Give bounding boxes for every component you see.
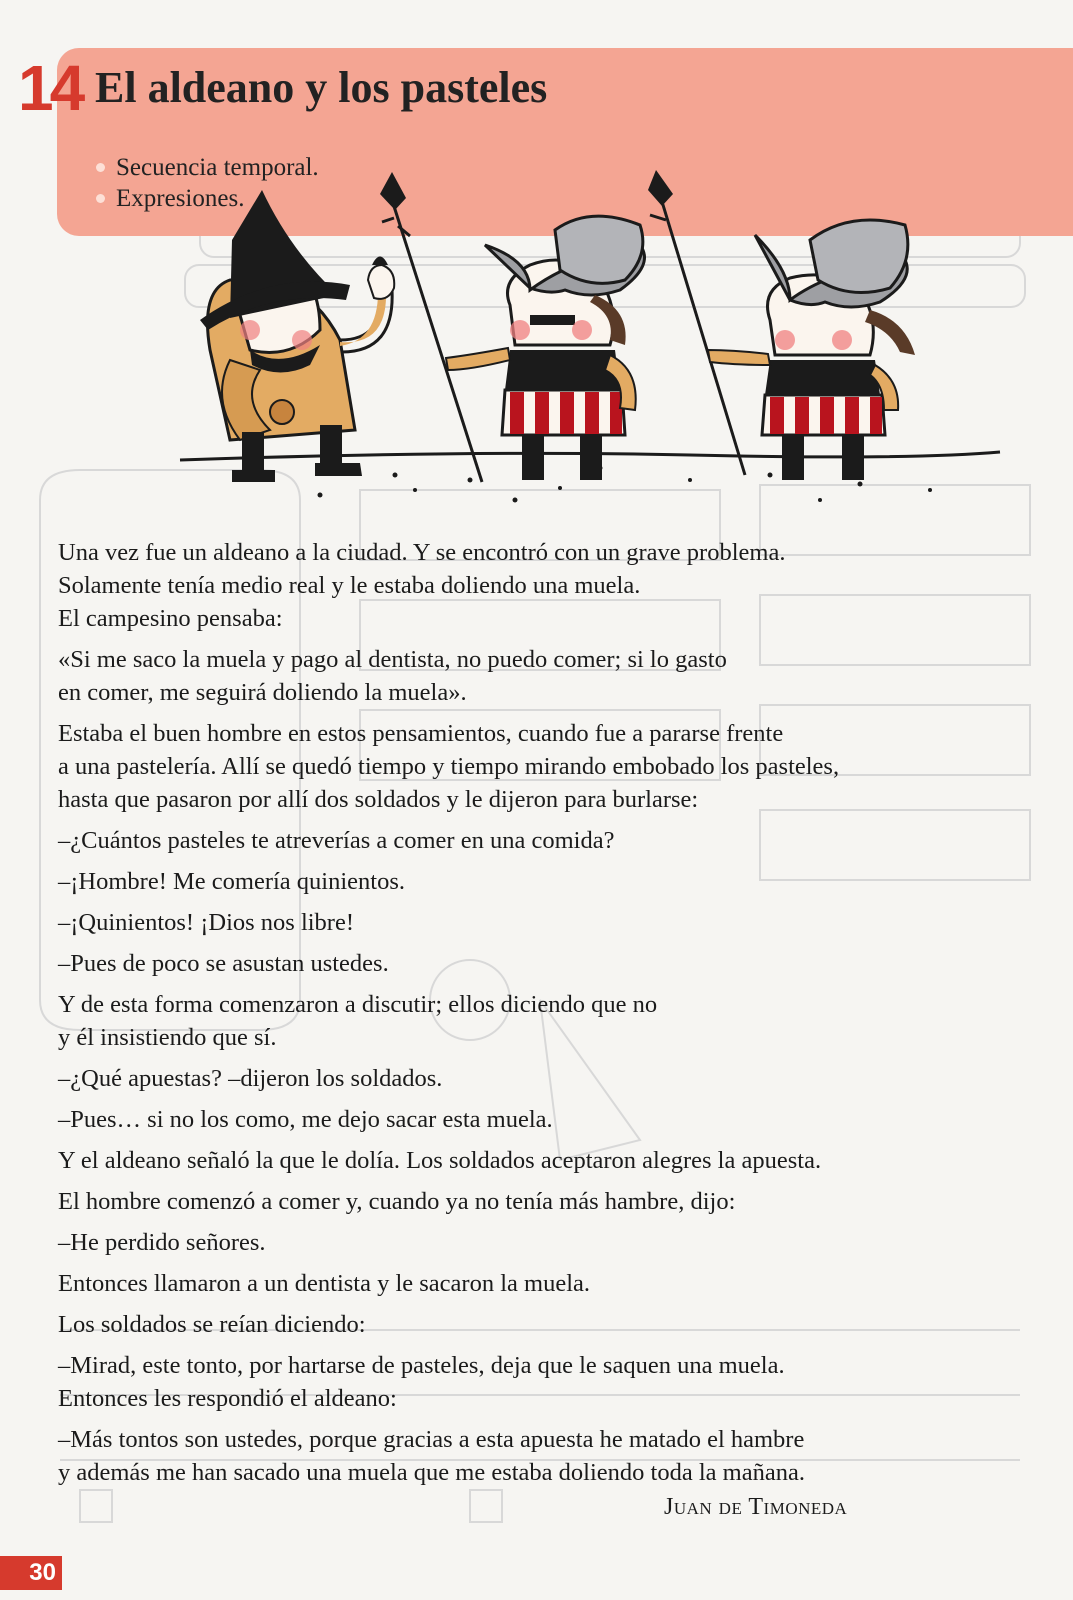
story-paragraph: –¿Cuántos pasteles te atreverías a comer en una comida?: [58, 827, 615, 854]
story-paragraph: «Si me saco la muela y pago al dentista, no puedo comer; si lo gasto en comer, me seguirá doliendo la muela».: [58, 646, 727, 706]
story-paragraph: El hombre comenzó a comer y, cuando ya no tenía más hambre, dijo:: [58, 1188, 736, 1215]
bullet-icon: [96, 194, 105, 203]
villager-figure: [200, 190, 394, 482]
story-paragraph: –Más tontos son ustedes, porque gracias a esta apuesta he matado el hambre y además me han sacado una muela que me estaba doliendo toda la mañana.: [58, 1426, 805, 1486]
spear-1: [380, 172, 482, 482]
lesson-title: El aldeano y los pasteles: [95, 63, 548, 112]
story-paragraph: –¿Qué apuestas? –dijeron los soldados.: [58, 1065, 443, 1092]
story-text: [58, 536, 1018, 1497]
story-paragraph: Y de esta forma comenzaron a discutir; ellos diciendo que no y él insistiendo que sí.: [58, 991, 658, 1051]
soldier-1-figure: [446, 216, 645, 480]
lesson-number: 14: [18, 52, 82, 124]
bullet-icon: [96, 163, 105, 172]
story-paragraph: –¡Quinientos! ¡Dios nos libre!: [58, 909, 354, 936]
page-number: 30: [0, 1556, 62, 1590]
story-paragraph: Entonces llamaron a un dentista y le sacaron la muela.: [58, 1270, 591, 1297]
story-paragraph: Los soldados se reían diciendo:: [58, 1311, 366, 1338]
story-author: Juan de Timoneda: [664, 1494, 848, 1520]
objective-item: Secuencia temporal.: [96, 152, 319, 183]
story-paragraph: Una vez fue un aldeano a la ciudad. Y se encontró con un grave problema. Solamente tenía medio real y le estaba doliendo una muela. El campesino pensaba:: [58, 539, 786, 632]
story-paragraph: –¡Hombre! Me comería quinientos.: [58, 868, 405, 895]
story-paragraph: –Mirad, este tonto, por hartarse de pasteles, deja que le saquen una muela. Entonces les respondió el aldeano:: [58, 1352, 785, 1412]
story-paragraph: Estaba el buen hombre en estos pensamientos, cuando fue a pararse frente a una pastelería. Allí se quedó tiempo y tiempo mirando embobado los pasteles, hasta que pasaron por allí dos soldados y le dijeron para burlarse:: [58, 720, 840, 813]
story-paragraph: Y el aldeano señaló la que le dolía. Los soldados aceptaron alegres la apuesta.: [58, 1147, 822, 1174]
objective-item: Expresiones.: [96, 183, 319, 214]
story-illustration: [170, 170, 1020, 510]
soldier-2-figure: [708, 220, 915, 480]
story-paragraph: –Pues de poco se asustan ustedes.: [58, 950, 389, 977]
spear-2: [648, 170, 745, 475]
story-paragraph: –Pues… si no los como, me dejo sacar esta muela.: [58, 1106, 553, 1133]
story-paragraph: –He perdido señores.: [58, 1229, 266, 1256]
